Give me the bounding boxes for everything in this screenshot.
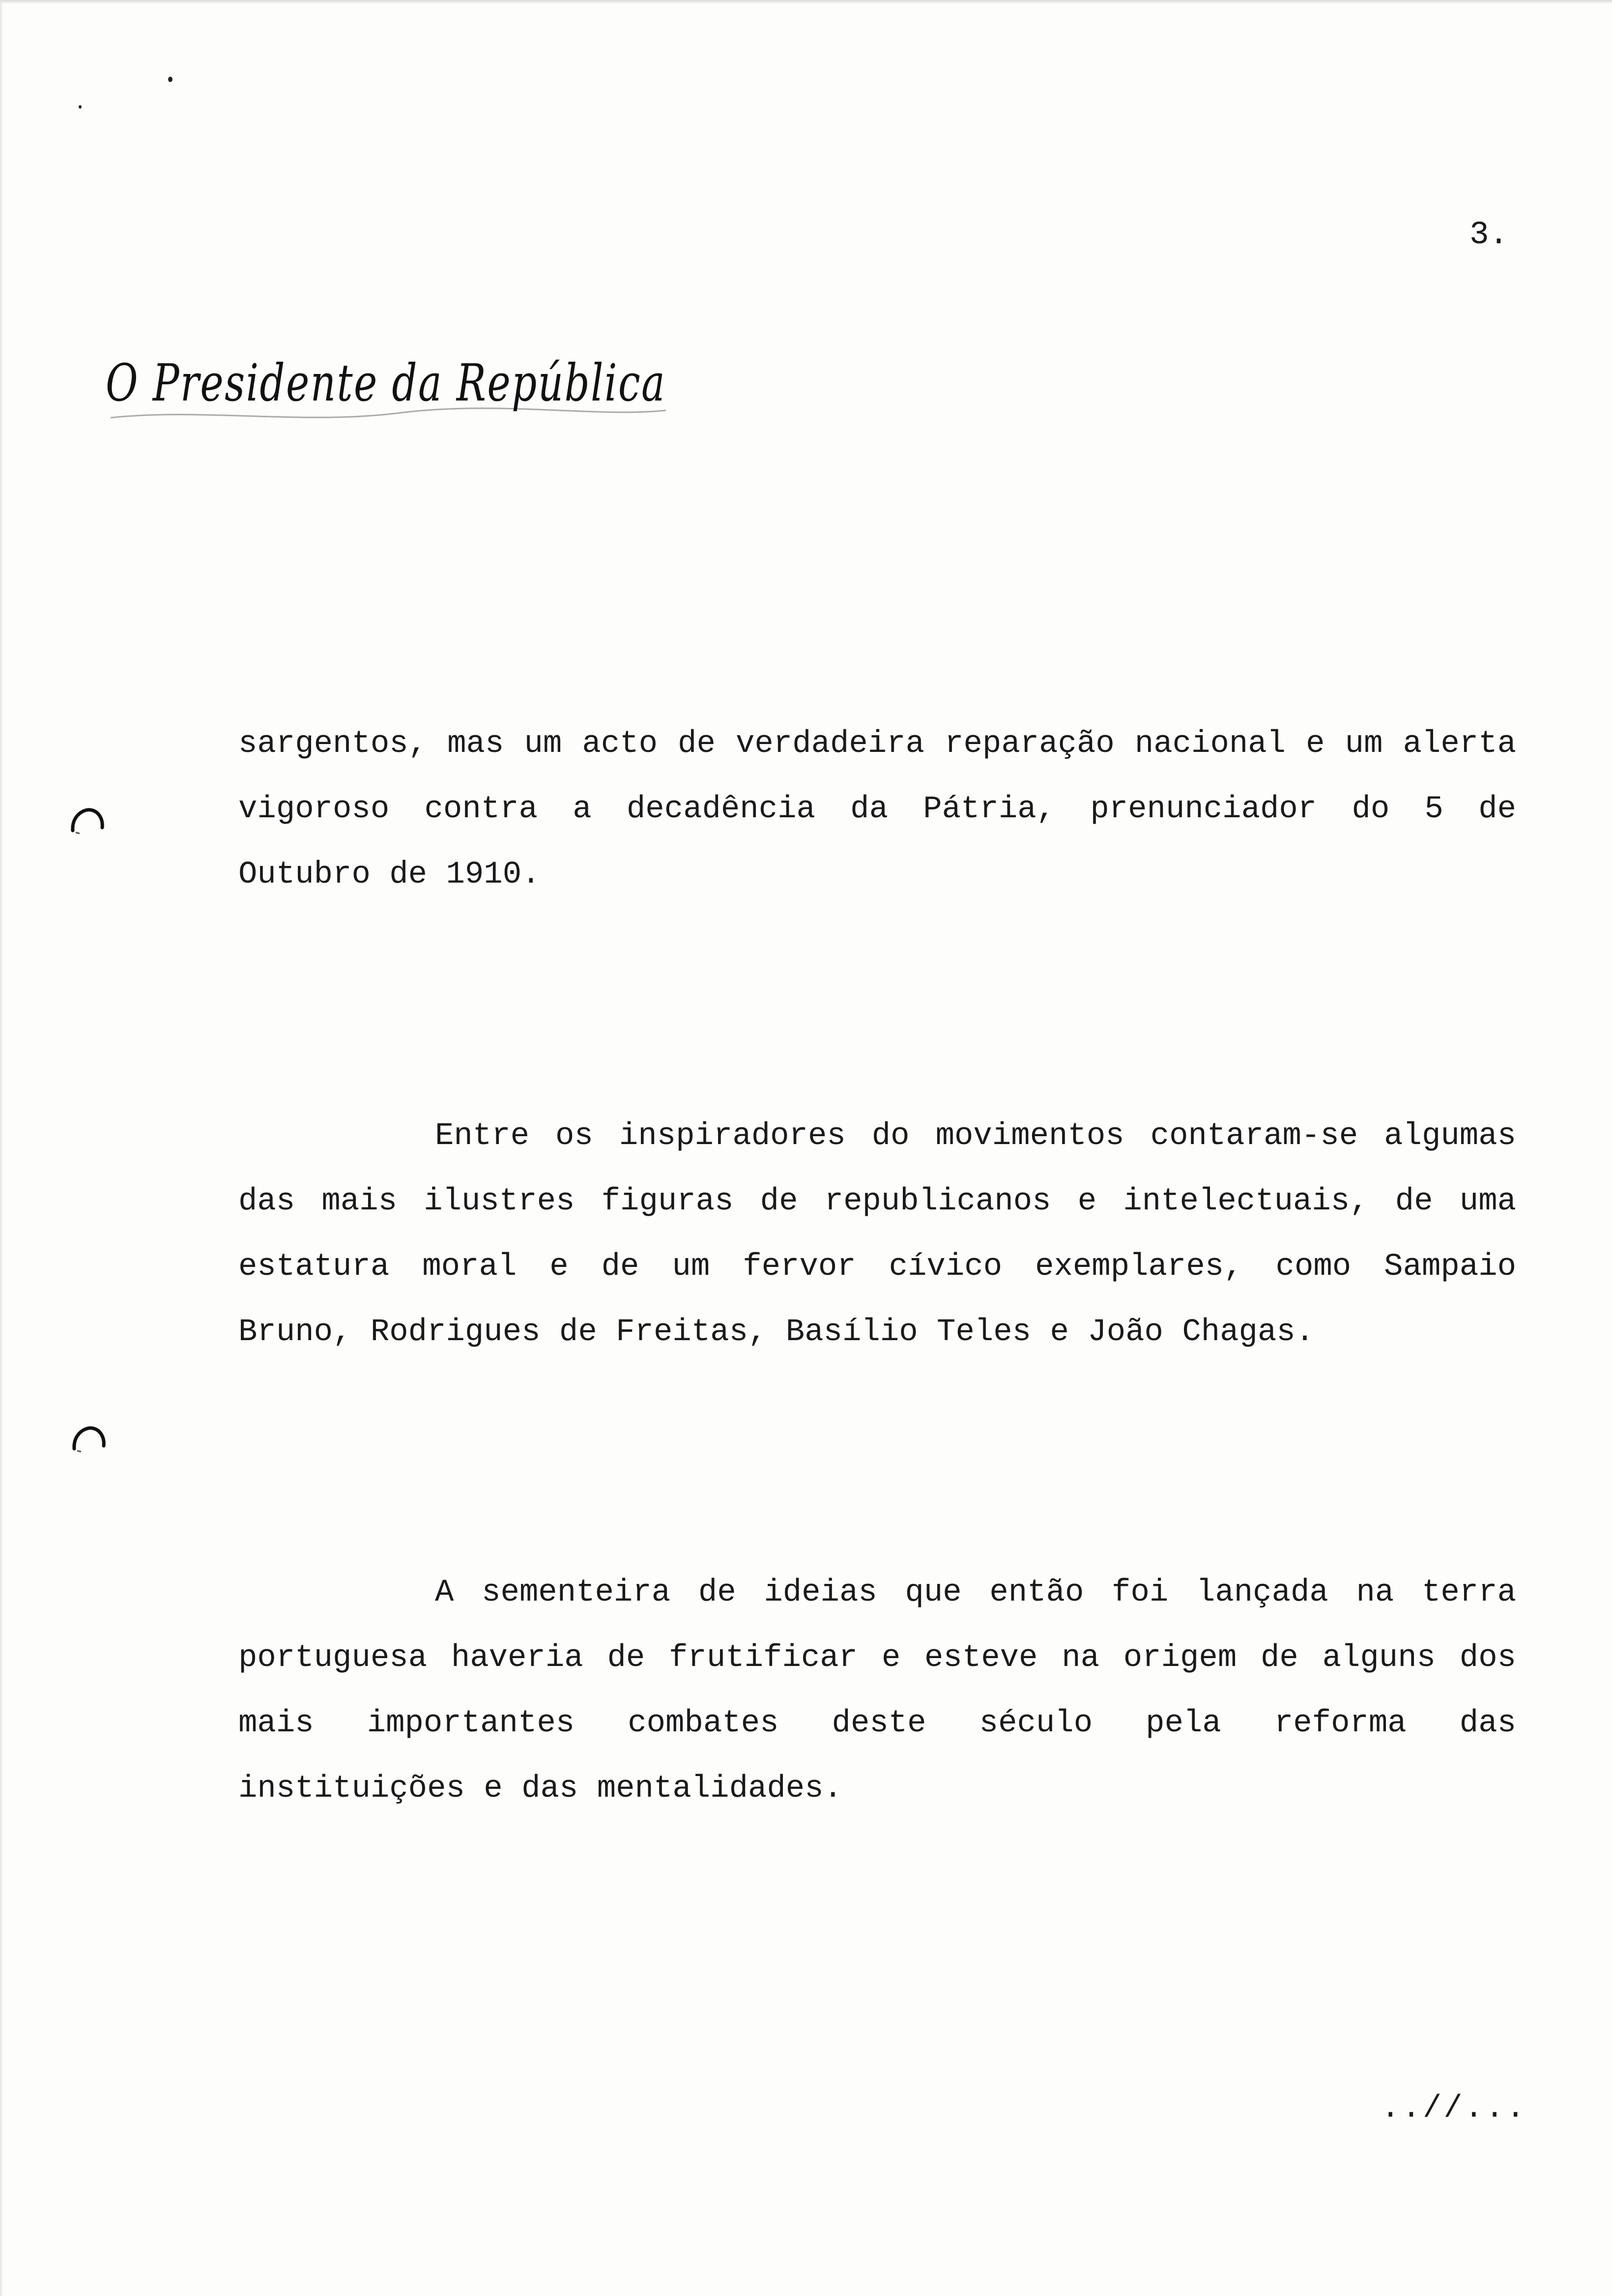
paragraph-2: Entre os inspiradores do movimentos contaram-se algumas das mais ilustres figuras de republicanos e intelectuais, de uma estatura moral e de um fervor cívico exemplares, como Sampaio Bruno, Rodrigues de Freitas, Basílio Teles e João Chagas. bbox=[238, 1119, 1516, 1350]
scan-left-edge bbox=[0, 0, 3, 2296]
letterhead-script-drawing bbox=[106, 344, 671, 437]
punch-hole bbox=[70, 1424, 107, 1454]
letterhead-text: O Presidente da República bbox=[106, 353, 666, 413]
punch-hole-ring bbox=[70, 1424, 107, 1454]
scan-speck bbox=[168, 77, 173, 82]
punch-hole-ring bbox=[69, 806, 105, 835]
letterhead-script bbox=[106, 344, 671, 437]
scan-speck bbox=[79, 105, 82, 109]
scan-top-edge bbox=[0, 0, 1612, 4]
page-number: 3. bbox=[1469, 216, 1509, 253]
punch-hole bbox=[69, 806, 105, 835]
paragraph-3: A sementeira de ideias que então foi lançada na terra portuguesa haveria de frutificar e esteve na origem de alguns dos mais importantes combates deste século pela reforma das instituições e das mentalidades. bbox=[238, 1575, 1516, 1807]
paragraph-1: sargentos, mas um acto de verdadeira reparação nacional e um alerta vigoroso contra a decadência da Pátria, prenunciador do 5 de Outubro de 1910. bbox=[238, 726, 1516, 892]
continuation-mark: ..//... bbox=[1381, 2091, 1527, 2126]
